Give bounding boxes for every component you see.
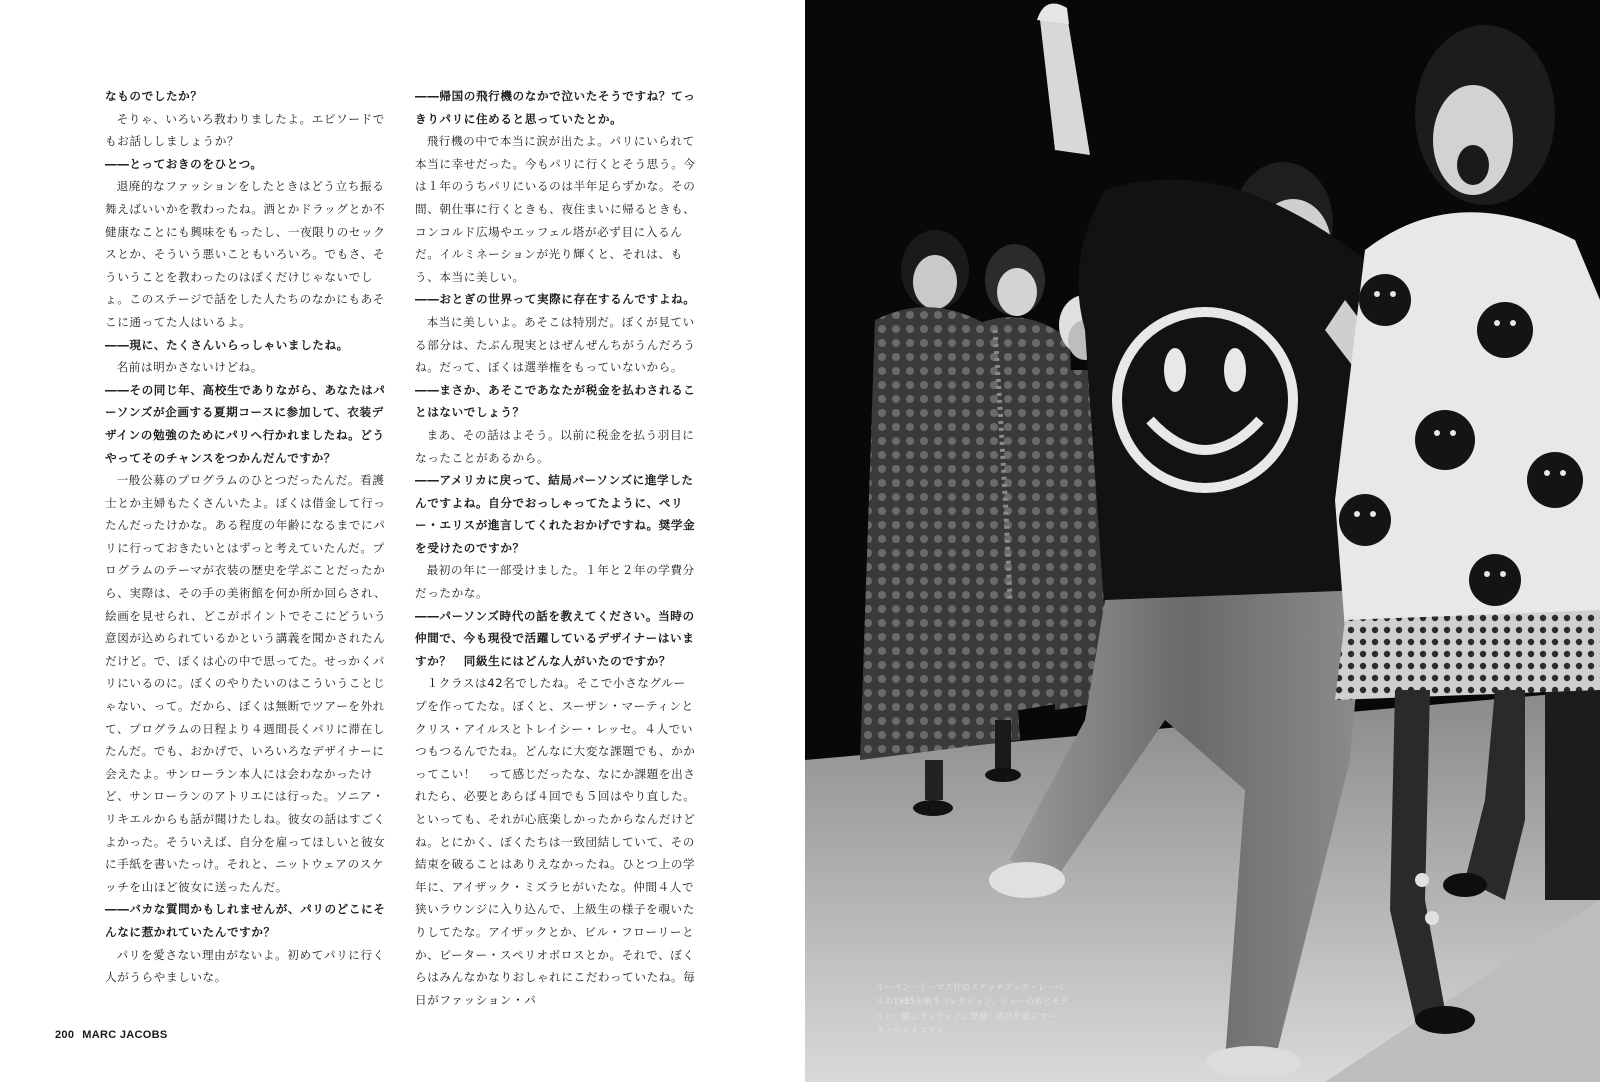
- text-column-2: [415, 85, 697, 1011]
- question-line: ――おとぎの世界って実際に存在するんですよね。: [415, 292, 696, 307]
- answer-paragraph: 名前は明かさないけどね。: [116, 360, 263, 375]
- question-line: ――現に、たくさんいらっしゃいましたね。: [105, 337, 349, 352]
- question-line: ――パーソンズ時代の話を教えてください。当時の仲間で、今も現役で活躍しているデザイナーはいますか？ 同級生にはどんな人がいたのですか？: [415, 608, 695, 668]
- text-column-1: [105, 85, 387, 989]
- question-line: ――アメリカに戻って、結局パーソンズに進学したんですよね。自分でおっしゃってたように、ペリー・エリスが進言してくれたおかげですね。奨学金を受けたのですか？: [415, 473, 696, 555]
- page-number: 200: [55, 1029, 75, 1041]
- answer-paragraph: そりゃ、いろいろ教わりましたよ。エピソードでもお話ししましょうか？: [105, 111, 385, 149]
- answer-paragraph: パリを愛さない理由がないよ。初めてパリに行く人がうらやましいな。: [105, 947, 385, 985]
- question-line: ――とっておきのをひとつ。: [105, 156, 263, 171]
- page-folio: [55, 1029, 167, 1041]
- answer-paragraph: 最初の年に一部受けました。１年と２年の学費分だったかな。: [415, 563, 695, 601]
- answer-paragraph: まあ、その話はよそう。以前に税金を払う羽目になったことがあるから。: [415, 427, 695, 465]
- photo-illustration: [805, 0, 1600, 1082]
- question-line: ――帰国の飛行機のなかで泣いたそうですね？てっきりパリに住めると思っていたとか。: [415, 89, 696, 126]
- answer-paragraph: 退廃的なファッションをしたときはどう立ち振る舞えばいいかを教わったね。酒とかドラッグとか不健康なことにも興味をもったし、一夜限りのセックスとか、そういう悪いこともいろいろ。でもさ、そういうことを教わったのはぼくだけじゃないでしょ。このステージで話をした人たちのなかにもあそこに通ってた人はいるよ。: [105, 179, 386, 329]
- answer-paragraph: 一般公募のプログラムのひとつだったんだ。看護士とか主婦もたくさんいたよ。ぼくは借金して行ったんだったけかな。ある程度の年齢になるまでにパリに行っておきたいとはずっと考えていたんだ。プログラムのテーマが衣装の歴史を学ぶことだったから、実際は、その手の美術館を何か所か回らされ、絵画を見せられ、どこがポイントでそこにどういう意図が込められているかという講義を聞かされたんだけど。で、ぼくは心の中で思ってた。せっかくパリにいるのに。ぼくのやりたいのはこういうことじゃない、って。だから、ぼくは無断でツアーを外れて、プログラムの日程より４週間長くパリに滞在したんだ。でも、おかげで、いろいろなデザイナーに会えたよ。サンローラン本人には会わなかったけど、サンローランのアトリエには行った。ソニア・リキエルからも話が聞けたしね。彼女の話はすごくよかった。そういえば、自分を雇ってほしいと彼女に手紙を書いたっけ。それと、ニットウェアのスケッチを山ほど彼女に送ったんだ。: [105, 473, 387, 894]
- photo-caption: ルーベン・トーマス社のスケッチブック・レーベルの1985年秋冬コレクション。ショーのあとモデルと一緒にランウェイに登場し成功を喜ぶマーク・ジェイコブス。: [876, 982, 1069, 1036]
- question-line: ――その同じ年、高校生でありながら、あなたはパーソンズが企画する夏期コースに参加して、衣装デザインの勉強のためにパリへ行かれましたね。どうやってそのチャンスをつかんだんですか？: [105, 382, 386, 465]
- runway-photo: [805, 0, 1600, 1082]
- running-title: MARC JACOBS: [82, 1029, 168, 1041]
- answer-paragraph: 本当に美しいよ。あそこは特別だ。ぼくが見ている部分は、たぶん現実とはぜんぜんちがうんだろうね。だって、ぼくは選挙権をもっていないから。: [415, 314, 696, 375]
- question-line: なものでしたか？: [105, 89, 203, 103]
- question-line: ――バカな質問かもしれませんが、パリのどこにそんなに惹かれていたんですか？: [105, 902, 386, 939]
- question-line: ――まさか、あそこであなたが税金を払わされることはないでしょう？: [415, 382, 696, 420]
- answer-paragraph: １クラスは42名でしたね。そこで小さなグループを作ってたな。ぼくと、スーザン・マーティンとクリス・アイルスとトレイシー・レッセ。４人でいつもつるんでたね。どんなに大変な課題でも、かかってこい！ って感じだったな、なにか課題を出されたら、必要とあらば４回でも５回はやり直した。といっても、それが心底楽しかったからなんだけどね。とにかく、ぼくたちは一致団結していて、その結束を破ることはありえなかったね。ひとつ上の学年に、アイザック・ミズラヒがいたな。仲間４人で狭いラウンジに入り込んで、上級生の様子を覗いたりしてたな。アイザックとか、ビル・フローリーとか、ピーター・スペリオボロスとか。それで、ぼくらはみんなかなりおしゃれにこだわっていたね。毎日がファッション・パ: [415, 676, 696, 1007]
- answer-paragraph: 飛行機の中で本当に涙が出たよ。パリにいられて本当に幸せだった。今もパリに行くとそう思う。今は１年のうちパリにいるのは半年足らずかな。その間、朝仕事に行くときも、夜住まいに帰るときも、コンコルド広場やエッフェル塔が必ず目に入るんだ。イルミネーションが光り輝くと、それは、もう、本当に美しい。: [415, 134, 696, 284]
